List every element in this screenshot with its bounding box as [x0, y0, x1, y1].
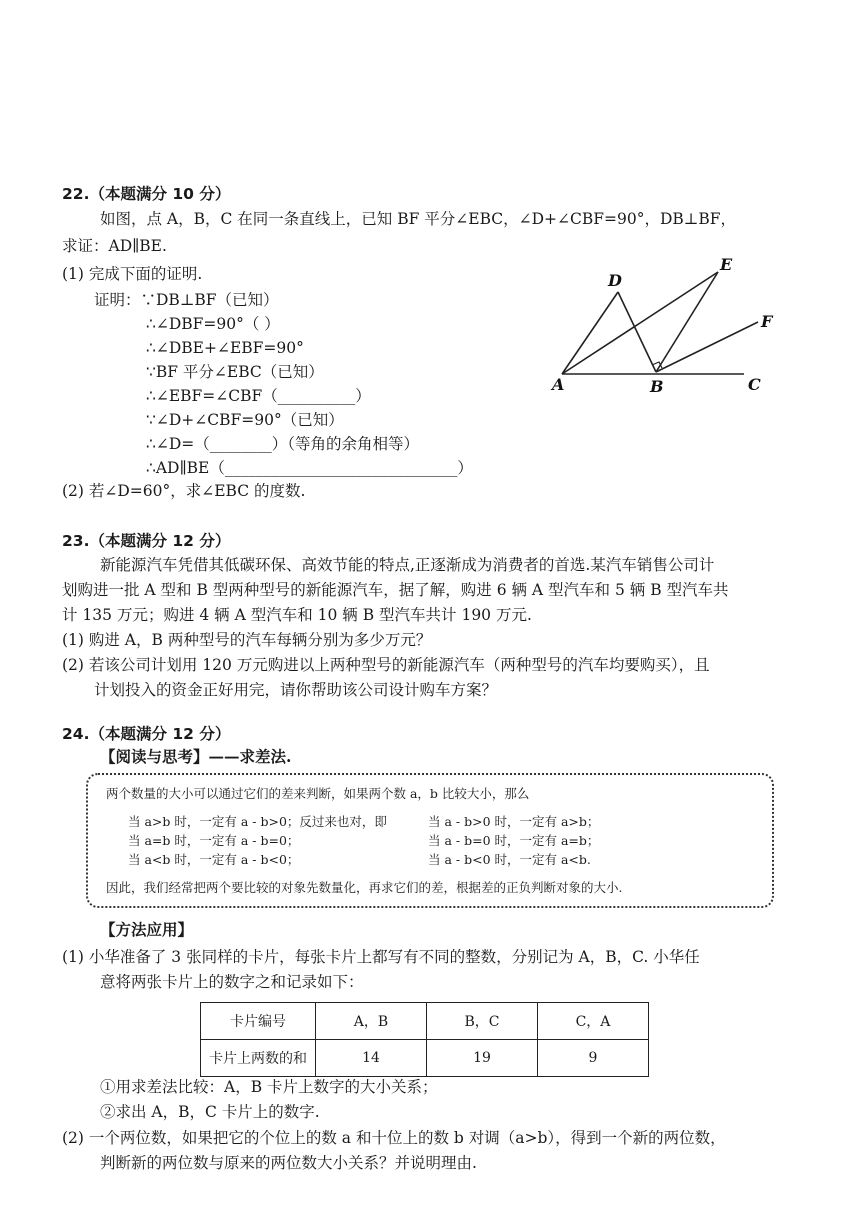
q24-p1b: 意将两张卡片上的数字之和记录如下：: [100, 973, 364, 991]
q22-line2: 求证：AD∥BE.: [62, 237, 167, 255]
q24-sub2: ②求出 A，B，C 卡片上的数字.: [100, 1103, 320, 1121]
table-cell: 19: [427, 1040, 538, 1077]
table-cell: 卡片上两数的和: [201, 1040, 316, 1077]
table-header-cell: C，A: [538, 1003, 649, 1040]
q22-part1: (1) 完成下面的证明.: [62, 265, 203, 283]
table-header-cell: B，C: [427, 1003, 538, 1040]
table-cell: 14: [316, 1040, 427, 1077]
q23-part2b: 计划投入的资金正好用完，请你帮助该公司设计购车方案？: [94, 681, 498, 699]
proof-step-4: ∵BF 平分∠EBC（已知）: [146, 363, 324, 381]
table-header-row: [201, 1003, 649, 1040]
table-header-cell: 卡片编号: [201, 1003, 316, 1040]
geometry-figure: [548, 250, 788, 400]
box-intro: 两个数量的大小可以通过它们的差来判断，如果两个数 a，b 比较大小，那么: [106, 786, 530, 801]
q22-part2: (2) 若∠D=60°，求∠EBC 的度数.: [62, 482, 306, 500]
proof-step-8: ∴AD∥BE（______________________________）: [146, 459, 473, 477]
label-f: F: [761, 312, 773, 331]
q24-p1a: (1) 小华准备了 3 张同样的卡片，每张卡片上都写有不同的整数，分别记为 A，B，C. 小华任: [62, 948, 700, 966]
table-header-cell: A，B: [316, 1003, 427, 1040]
proof-step-7: ∴∠D=（________）（等角的余角相等）: [146, 435, 420, 453]
q22-line1: 如图，点 A，B，C 在同一条直线上，已知 BF 平分∠EBC，∠D+∠CBF=90°，DB⊥BF，: [100, 210, 737, 228]
reading-title: 【阅读与思考】——求差法.: [100, 747, 292, 766]
q24-p2a: (2) 一个两位数，如果把它的个位上的数 a 和十位上的数 b 对调（a>b），得到一个新的两位数，: [62, 1129, 726, 1147]
box-left-2: 当 a=b 时，一定有 a - b=0；: [128, 833, 300, 848]
label-c: C: [748, 375, 761, 394]
card-sum-table: [200, 1002, 649, 1077]
box-right-2: 当 a - b=0 时，一定有 a=b；: [428, 833, 600, 848]
box-left-1: 当 a>b 时，一定有 a - b>0；反过来也对，即: [128, 814, 387, 829]
label-b: B: [650, 377, 664, 396]
label-a: A: [552, 375, 565, 394]
table-row: [201, 1040, 649, 1077]
proof-step-2: ∴∠DBF=90°（ ）: [146, 315, 280, 333]
q23-part2a: (2) 若该公司计划用 120 万元购进以上两种型号的新能源汽车（两种型号的汽车均要购买），且: [62, 656, 710, 674]
q23-line3: 计 135 万元；购进 4 辆 A 型汽车和 10 辆 B 型汽车共计 190 万元.: [62, 606, 532, 624]
q23-line2: 划购进一批 A 型和 B 型两种型号的新能源汽车，据了解，购进 6 辆 A 型汽车和 5 辆 B 型汽车共: [62, 581, 729, 599]
label-e: E: [720, 255, 733, 274]
q23-heading: 23.（本题满分 12 分）: [62, 532, 231, 550]
q23-line1: 新能源汽车凭借其低碳环保、高效节能的特点,正逐渐成为消费者的首选.某汽车销售公司计: [100, 556, 715, 574]
box-conclusion: 因此，我们经常把两个要比较的对象先数量化，再求它们的差，根据差的正负判断对象的大小.: [106, 880, 623, 895]
method-title: 【方法应用】: [100, 920, 194, 939]
proof-step-6: ∵∠D+∠CBF=90°（已知）: [146, 411, 344, 429]
table-cell: 9: [538, 1040, 649, 1077]
line-ae: [562, 272, 718, 374]
box-left-3: 当 a<b 时，一定有 a - b<0；: [128, 852, 300, 867]
box-right-3: 当 a - b<0 时，一定有 a<b.: [428, 852, 591, 867]
q24-sub1: ①用求差法比较：A，B 卡片上数字的大小关系；: [100, 1078, 438, 1096]
q24-heading: 24.（本题满分 12 分）: [62, 725, 231, 743]
box-right-1: 当 a - b>0 时，一定有 a>b；: [428, 814, 600, 829]
line-ad: [562, 292, 618, 374]
q24-p2b: 判断新的两位数与原来的两位数大小关系？并说明理由.: [100, 1154, 477, 1172]
proof-step-3: ∴∠DBE+∠EBF=90°: [146, 339, 304, 357]
proof-step-1: 证明：∵DB⊥BF（已知）: [94, 291, 279, 309]
proof-step-5: ∴∠EBF=∠CBF（__________）: [146, 387, 371, 405]
label-d: D: [608, 271, 622, 290]
q23-part1: (1) 购进 A，B 两种型号的汽车每辆分别为多少万元？: [62, 631, 432, 649]
q22-heading: 22.（本题满分 10 分）: [62, 185, 231, 203]
line-db: [618, 292, 656, 372]
